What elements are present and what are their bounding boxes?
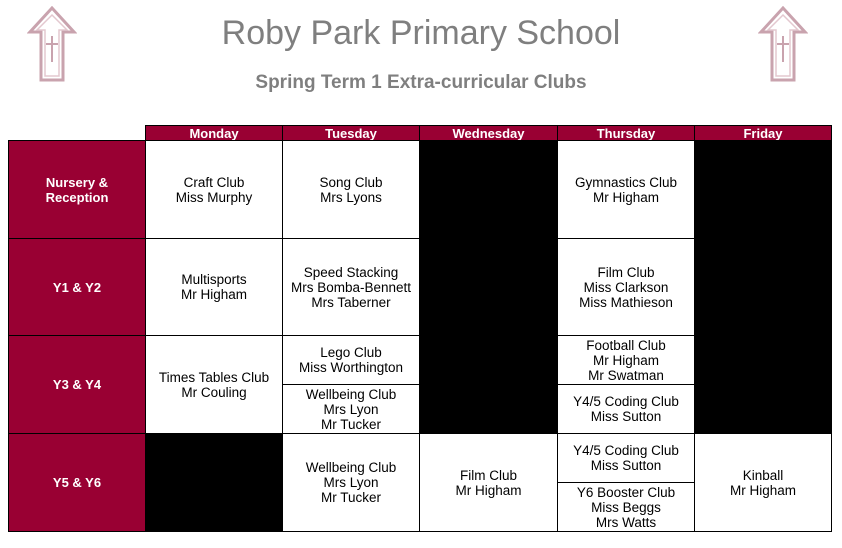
club-staff: Miss Worthington — [298, 360, 404, 375]
year-label: Y1 & Y2 — [52, 279, 102, 295]
club-staff: Mrs Lyon — [323, 401, 379, 417]
club-cell — [557, 140, 695, 239]
club-name: Y4/5 Coding Club — [573, 443, 679, 458]
club-name: Y6 Booster Club — [576, 484, 676, 500]
day-header-friday: Friday — [694, 125, 832, 141]
day-header-wednesday: Wednesday — [419, 125, 558, 141]
club-staff: Mr Tucker — [320, 416, 381, 432]
club-staff: Mr Couling — [181, 384, 247, 400]
club-name: Kinball — [742, 467, 784, 483]
day-header-thursday: Thursday — [557, 125, 695, 141]
club-cell — [557, 384, 695, 434]
club-staff: Mr Tucker — [320, 490, 381, 505]
day-header-tuesday: Tuesday — [282, 125, 420, 141]
club-cell — [282, 384, 420, 434]
club-name: Song Club — [319, 174, 383, 190]
club-staff: Mr Higham — [592, 352, 659, 368]
club-staff: Miss Mathieson — [579, 294, 673, 310]
year-label: Y5 & Y6 — [52, 475, 102, 490]
club-name: Gymnastics Club — [574, 174, 678, 190]
club-staff: Miss Clarkson — [583, 279, 669, 295]
club-cell — [282, 335, 420, 385]
club-staff: Mr Higham — [592, 189, 659, 205]
year-row-y1-y2 — [8, 238, 146, 336]
club-staff: Mrs Lyon — [323, 475, 379, 490]
club-cell — [282, 433, 420, 532]
club-cell — [557, 482, 695, 532]
club-name: Speed Stacking — [303, 264, 399, 280]
club-staff: Mrs Bomba-Bennett — [290, 279, 412, 295]
club-name: Wellbeing Club — [305, 460, 397, 475]
club-name: Football Club — [586, 337, 666, 353]
club-cell — [145, 335, 283, 434]
club-staff: Mr Higham — [455, 482, 522, 498]
page-title: Roby Park Primary School — [221, 14, 621, 52]
year-row-y3-y4 — [8, 335, 146, 434]
club-staff: Miss Sutton — [590, 409, 662, 424]
year-row-nursery-reception — [8, 140, 146, 239]
club-name: Film Club — [459, 467, 517, 483]
club-staff: Mrs Lyons — [320, 189, 382, 205]
club-name: Wellbeing Club — [305, 386, 397, 402]
club-name: Film Club — [597, 264, 655, 280]
day-header-monday: Monday — [145, 125, 283, 141]
club-cell — [282, 238, 420, 336]
club-staff: Mrs Taberner — [311, 294, 391, 310]
no-club-y56-monday — [145, 433, 283, 532]
club-cell — [557, 433, 695, 483]
page-subtitle: Spring Term 1 Extra-curricular Clubs — [255, 72, 587, 93]
club-cell — [557, 238, 695, 336]
no-club-wednesday-block — [419, 140, 558, 434]
club-cell — [694, 433, 832, 532]
club-staff: Mrs Watts — [595, 514, 657, 530]
club-cell — [145, 140, 283, 239]
club-name: Y4/5 Coding Club — [573, 394, 679, 409]
year-label: Y3 & Y4 — [52, 377, 102, 392]
club-name: Times Tables Club — [158, 369, 270, 385]
club-name: Multisports — [181, 272, 247, 287]
club-cell — [557, 335, 695, 385]
club-name: Lego Club — [320, 345, 382, 360]
club-staff: Miss Beggs — [591, 499, 661, 515]
club-staff: Mr Swatman — [588, 367, 664, 383]
club-staff: Mr Higham — [180, 287, 247, 302]
no-club-friday-block — [694, 140, 832, 434]
club-cell — [282, 140, 420, 239]
club-name: Craft Club — [183, 174, 245, 190]
club-cell — [145, 238, 283, 336]
year-label: Nursery & Reception — [45, 174, 109, 205]
club-cell — [419, 433, 558, 532]
year-row-y5-y6 — [8, 433, 146, 532]
club-staff: Mr Higham — [729, 482, 796, 498]
club-staff: Miss Murphy — [175, 189, 253, 205]
club-staff: Miss Sutton — [590, 458, 662, 473]
